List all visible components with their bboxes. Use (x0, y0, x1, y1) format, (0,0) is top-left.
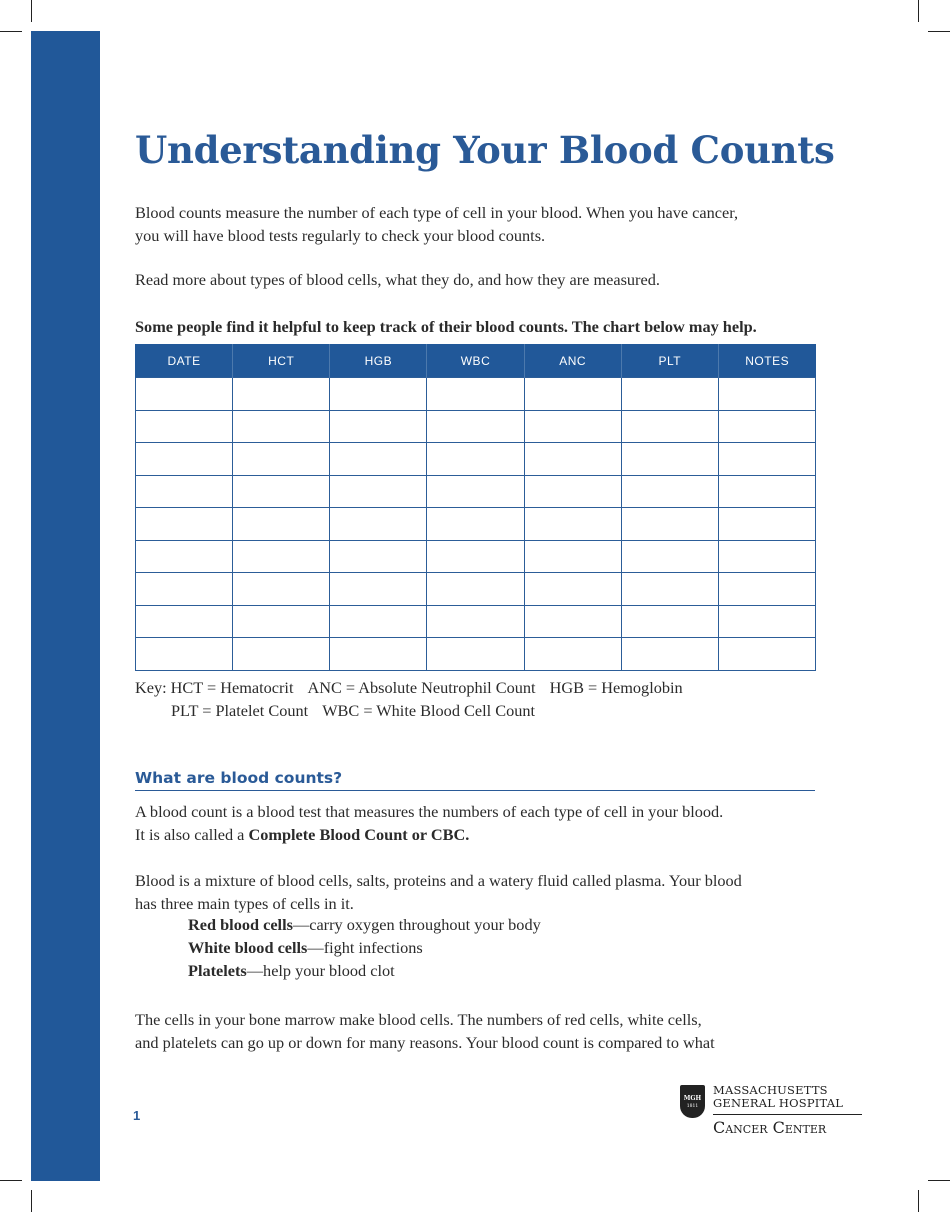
cell-notes (718, 378, 815, 411)
intro-paragraph (135, 201, 738, 247)
crop-mark (928, 31, 950, 32)
column-header-hgb: HGB (330, 344, 427, 378)
key-entry: PLT = Platelet Count (171, 701, 309, 720)
mgh-shield-icon (680, 1085, 705, 1118)
cell-type-desc: —help your blood clot (246, 961, 395, 980)
crop-mark (918, 1190, 919, 1212)
cell-wbc (427, 638, 524, 671)
cell-hgb (330, 508, 427, 541)
cell-wbc (427, 508, 524, 541)
cell-date (136, 475, 233, 508)
hospital-name-line: MASSACHUSETTS (713, 1083, 828, 1097)
cell-wbc (427, 378, 524, 411)
cell-notes (718, 605, 815, 638)
cell-wbc (427, 475, 524, 508)
crop-mark (31, 0, 32, 22)
cell-anc (524, 443, 621, 476)
cell-type-name: Red blood cells (188, 915, 293, 934)
cell-hct (233, 540, 330, 573)
cell-plt (621, 573, 718, 606)
crop-mark (928, 1180, 950, 1181)
crop-mark (0, 1180, 22, 1181)
cell-anc (524, 605, 621, 638)
table-row (136, 540, 816, 573)
cell-hgb (330, 605, 427, 638)
key-entry: HCT = Hematocrit (170, 678, 294, 697)
key-label: Key: (135, 678, 167, 697)
cell-type-desc: —fight infections (307, 938, 423, 957)
paragraph-line: A blood count is a blood test that measures the numbers of each type of cell in your blood. (135, 802, 724, 821)
cell-type-item (188, 961, 395, 981)
cell-type-desc: —carry oxygen throughout your body (292, 915, 541, 934)
section-heading: What are blood counts? (135, 769, 343, 787)
table-row (136, 638, 816, 671)
column-header-notes: NOTES (718, 344, 815, 378)
cell-date (136, 638, 233, 671)
crop-mark (31, 1190, 32, 1212)
column-header-plt: PLT (621, 344, 718, 378)
cell-hgb (330, 443, 427, 476)
paragraph-line: It is also called a (135, 825, 249, 844)
cell-date (136, 540, 233, 573)
cell-type-name: Platelets (188, 961, 247, 980)
cell-notes (718, 410, 815, 443)
blood-composition-paragraph (135, 869, 742, 915)
cell-anc (524, 378, 621, 411)
paragraph-line: The cells in your bone marrow make blood cells. The numbers of red cells, white cells, (135, 1010, 702, 1029)
key-entry: HGB = Hemoglobin (549, 678, 683, 697)
cell-type-item (188, 938, 423, 958)
page-number: 1 (133, 1108, 141, 1123)
crop-mark (918, 0, 919, 22)
hospital-name-line: GENERAL HOSPITAL (713, 1096, 844, 1110)
key-line (171, 701, 549, 721)
blood-count-definition (135, 800, 723, 846)
table-row (136, 508, 816, 541)
cell-hct (233, 410, 330, 443)
cell-plt (621, 540, 718, 573)
column-header-hct: HCT (233, 344, 330, 378)
cell-notes (718, 443, 815, 476)
table-row (136, 378, 816, 411)
cell-hct (233, 508, 330, 541)
paragraph-line: and platelets can go up or down for many reasons. Your blood count is compared to what (135, 1033, 715, 1052)
cell-hct (233, 605, 330, 638)
cell-hct (233, 573, 330, 606)
cell-anc (524, 475, 621, 508)
cell-date (136, 378, 233, 411)
cell-hgb (330, 410, 427, 443)
cell-anc (524, 638, 621, 671)
cell-wbc (427, 605, 524, 638)
cell-notes (718, 573, 815, 606)
cell-hgb (330, 475, 427, 508)
cell-hct (233, 443, 330, 476)
cell-plt (621, 410, 718, 443)
hospital-name (713, 1084, 843, 1110)
crop-mark (0, 31, 22, 32)
cell-hgb (330, 540, 427, 573)
cell-wbc (427, 443, 524, 476)
cell-hgb (330, 378, 427, 411)
mgh-cancer-center-logo (680, 1084, 865, 1144)
blood-count-log-table (135, 344, 816, 671)
paragraph-line: has three main types of cells in it. (135, 894, 354, 913)
table-row (136, 573, 816, 606)
cell-type-name: White blood cells (188, 938, 308, 957)
cell-date (136, 410, 233, 443)
paragraph-line: Blood is a mixture of blood cells, salts, proteins and a watery fluid called plasma. Your blood (135, 871, 742, 890)
seal-year: 1811 (686, 1104, 699, 1109)
cell-plt (621, 378, 718, 411)
cell-notes (718, 638, 815, 671)
cell-date (136, 573, 233, 606)
chart-note: Some people find it helpful to keep track of their blood counts. The chart below may help. (135, 317, 757, 336)
section-divider (135, 790, 815, 791)
side-color-bar (31, 31, 100, 1181)
cell-plt (621, 605, 718, 638)
table-row (136, 475, 816, 508)
cell-plt (621, 508, 718, 541)
cell-wbc (427, 410, 524, 443)
intro-line: Blood counts measure the number of each type of cell in your blood. When you have cancer, (135, 203, 739, 222)
cell-hgb (330, 573, 427, 606)
cell-anc (524, 508, 621, 541)
cbc-term: Complete Blood Count or CBC. (248, 825, 470, 844)
table-row (136, 443, 816, 476)
cell-plt (621, 475, 718, 508)
seal-text: MGH (683, 1095, 702, 1102)
cancer-center-name: Cancer Center (713, 1118, 827, 1137)
cell-date (136, 508, 233, 541)
intro-line: you will have blood tests regularly to check your blood counts. (135, 226, 546, 245)
column-header-wbc: WBC (427, 344, 524, 378)
cell-notes (718, 540, 815, 573)
cell-notes (718, 508, 815, 541)
cell-hgb (330, 638, 427, 671)
cell-hct (233, 475, 330, 508)
table-row (136, 605, 816, 638)
key-line (135, 678, 697, 698)
logo-divider (713, 1114, 862, 1115)
key-entry: WBC = White Blood Cell Count (322, 701, 536, 720)
cell-anc (524, 540, 621, 573)
read-more-text: Read more about types of blood cells, what they do, and how they are measured. (135, 270, 660, 289)
cell-plt (621, 638, 718, 671)
cell-notes (718, 475, 815, 508)
bone-marrow-paragraph (135, 1008, 715, 1054)
column-header-date: DATE (136, 344, 233, 378)
page-title: Understanding Your Blood Counts (135, 128, 835, 172)
cell-hct (233, 378, 330, 411)
cell-wbc (427, 540, 524, 573)
table-row (136, 410, 816, 443)
column-header-anc: ANC (524, 344, 621, 378)
cell-wbc (427, 573, 524, 606)
cell-hct (233, 638, 330, 671)
cell-anc (524, 573, 621, 606)
cell-date (136, 605, 233, 638)
cell-type-item (188, 915, 541, 935)
key-entry: ANC = Absolute Neutrophil Count (307, 678, 536, 697)
cell-anc (524, 410, 621, 443)
cell-plt (621, 443, 718, 476)
cell-date (136, 443, 233, 476)
table-header-row (136, 344, 816, 378)
